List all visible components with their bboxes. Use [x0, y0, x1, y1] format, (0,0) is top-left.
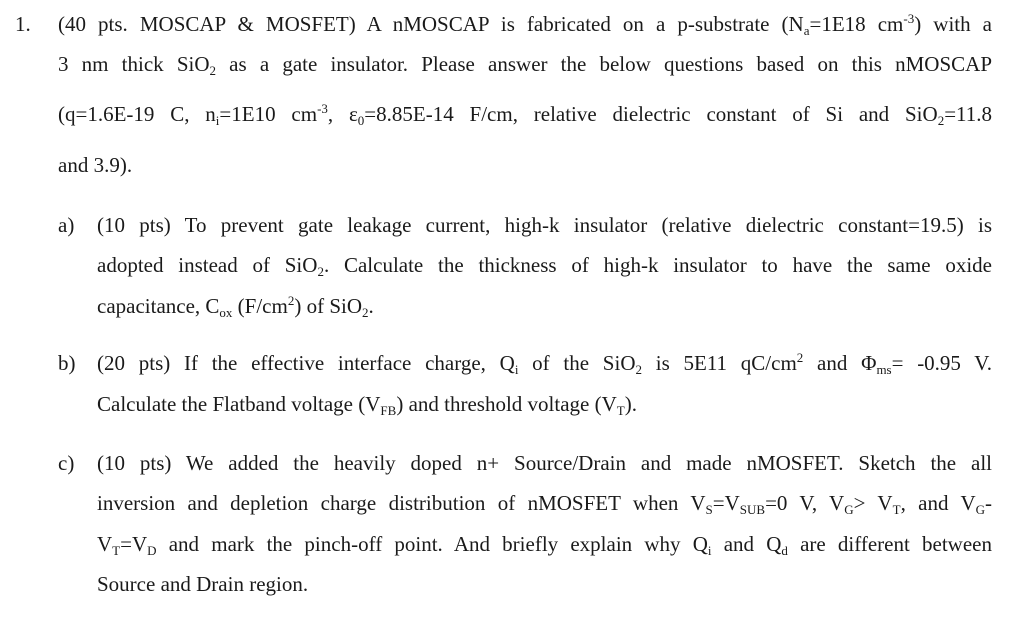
- subquestion-c-label: c): [58, 451, 75, 475]
- subquestion-a-line-1: (10 pts) To prevent gate leakage current, high-k insulator (relative dielectric constant=19.5) is: [97, 213, 992, 237]
- subquestion-a-line-3: capacitance, $C_{ox}$ $(F/cm^2)$ of SiO$_2$.: [97, 293, 374, 320]
- question-1-line-2: 3 nm thick SiO$_2$ as a gate insulator. Please answer the below questions based on this nMOSCAP: [58, 52, 993, 78]
- subquestion-c-line-4: Source and Drain region.: [97, 572, 309, 596]
- subquestion-c-line-2: inversion and depletion charge distribution of nMOSFET when $V_S=V_{SUB}=0$ V, $V_G> V_T$, and $V_G-$: [97, 491, 992, 517]
- subquestion-a-label: a): [58, 213, 75, 237]
- subquestion-b-label: b): [58, 351, 76, 375]
- question-number: 1.: [15, 12, 31, 36]
- subquestion-c-line-3: $V_T=V_D$ and mark the pinch-off point. And briefly explain why $Q_i$ and $Q_d$ are different between: [97, 532, 992, 558]
- subquestion-a-line-2: adopted instead of SiO$_2$. Calculate the thickness of high-k insulator to have the same oxide: [97, 253, 992, 279]
- subquestion-b-line-1: (20 pts) If the effective interface charge, $Q_i$ of the SiO$_2$ is 5E11 $qC/cm^2$ and $\Phi_{ms}= -0.95$ V.: [97, 350, 993, 377]
- question-1-line-1: (40 pts. MOSCAP & MOSFET) A nMOSCAP is fabricated on a p-substrate ($N_a=1E18$ $cm^{-3}$) with a: [58, 11, 992, 38]
- question-1-line-4: and 3.9).: [58, 153, 133, 177]
- subquestion-c-line-1: (10 pts) We added the heavily doped n+ Source/Drain and made nMOSFET. Sketch the all: [97, 451, 992, 475]
- question-1-line-3: (q=1.6E-19 C, $n_i=1E10$ $cm^{-3}$, $\varepsilon_0=8.85E-14$ F/cm, relative dielectric constant of Si and SiO$_2$=11.8: [58, 101, 993, 128]
- subquestion-b-line-2: Calculate the Flatband voltage $(V_{FB})$ and threshold voltage $(V_T)$.: [97, 392, 637, 418]
